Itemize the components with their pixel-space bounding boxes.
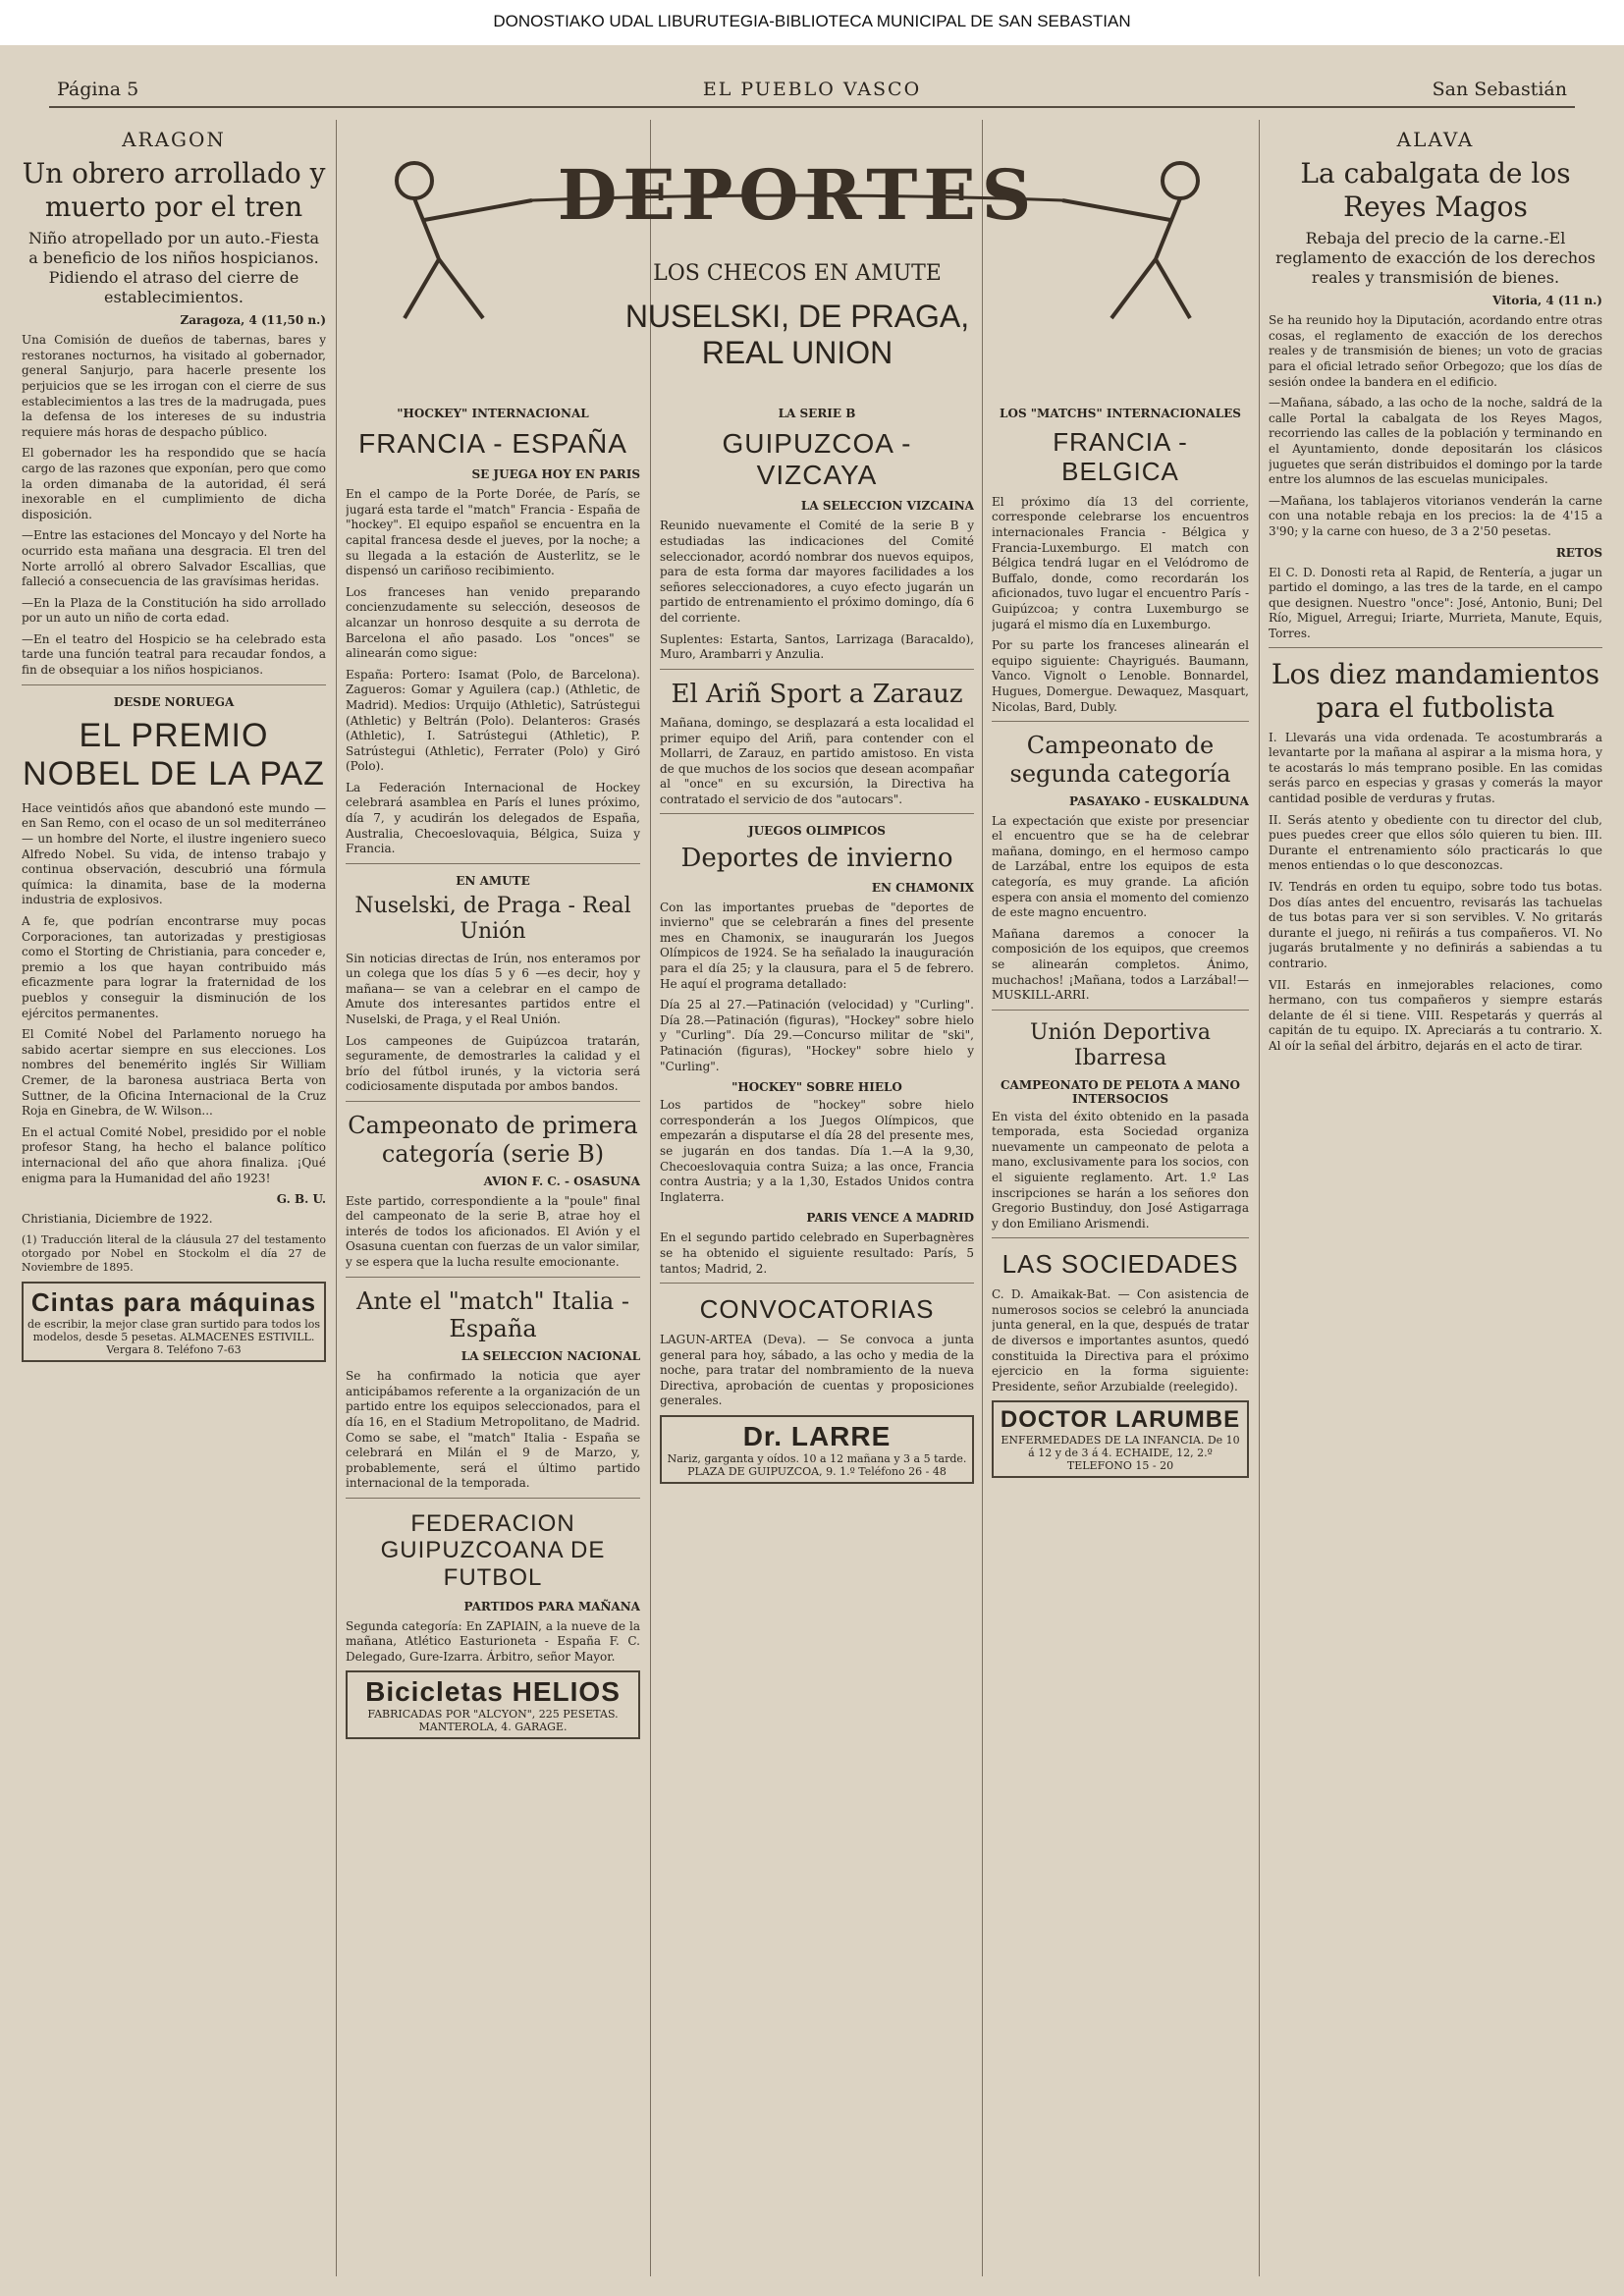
paragraph: —En la Plaza de la Constitución ha sido arrollado por un auto un niño de corta edad. bbox=[22, 595, 326, 626]
headline: FRANCIA - BELGICA bbox=[1053, 427, 1188, 486]
section-kicker: "HOCKEY" SOBRE HIELO bbox=[731, 1080, 902, 1095]
paragraph: La Federación Internacional de Hockey celebrará asamblea en París el lunes próximo, día 7, y acudirán los delegados de España, Australia, Checoeslovaquia, Bélgica, Suiza y Francia. bbox=[346, 780, 640, 856]
paragraph: Mañana, domingo, se desplazará a esta localidad el primer equipo del Ariñ, para contender con el Mollarri, de Zarauz, en partido amistoso. En vista de que muchos de los socios que desean acompañar al "once" en su excursión, la Directiva ha contratado el servicio de dos "autocars". bbox=[660, 715, 974, 806]
paragraph: —Mañana, sábado, a las ocho de la noche, saldrá de la calle Portal la cabalgata de los Reyes Magos, recorriendo las calles de la población y terminando en el Ayuntamiento, donde depositarán los clásicos juguetes que serán distribuidos el domingo por la tarde entre los alumnos de las escuelas municipales. bbox=[1269, 396, 1602, 487]
subhead: EN CHAMONIX bbox=[871, 880, 974, 895]
subhead: CAMPEONATO DE PELOTA A MANO INTERSOCIOS bbox=[1000, 1077, 1240, 1106]
deck: Niño atropellado por un auto.-Fiesta a beneficio de los niños hospicianos. Pidiendo el atraso del cierre de establecimientos. bbox=[27, 229, 320, 307]
subhead: PARIS VENCE A MADRID bbox=[806, 1211, 974, 1226]
paragraph: El gobernador les ha respondido que se hacía cargo de las razones que exponían, pero que como la orden dimanaba de la autoridad, él será inexorable en el cumplimiento de dicha disposición. bbox=[22, 446, 326, 521]
paragraph: El C. D. Donosti reta al Rapid, de Rentería, a jugar un partido el domingo, a las tres de la tarde, en el campo que designen. Nuestro "once": José, Antonio, Buni; Del Río, Miguel, Arregui; Iriarte, Murrieta, Manute, Equis, Torres. bbox=[1269, 565, 1602, 640]
paragraph: Día 25 al 27.—Patinación (velocidad) y "Curling". Día 28.—Patinación (figuras), "Hockey" sobre hielo y "Curling". Día 29.—Concurso militar de "ski", Patinación (figuras), "Hockey" sobre hielo y "Curling". bbox=[660, 998, 974, 1073]
ad-title: DOCTOR LARUMBE bbox=[1000, 1406, 1241, 1434]
column-divider bbox=[336, 120, 337, 2276]
paragraph: La expectación que existe por presenciar el encuentro que se ha de celebrar mañana, domingo, en el hermoso campo de Larzábal, entre los equipos de esta categoría, es muy grande. La afición espera con ansia el momento del comienzo de este magno encuentro. bbox=[992, 813, 1249, 920]
section-kicker: LOS "MATCHS" INTERNACIONALES bbox=[1000, 407, 1241, 420]
ad-text: ENFERMEDADES DE LA INFANCIA. De 10 á 12 y de 3 á 4. ECHAIDE, 12, 2.º TELEFONO 15 - 20 bbox=[1001, 1434, 1240, 1473]
masthead-rule bbox=[49, 106, 1575, 108]
subhead: PASAYAKO - EUSKALDUNA bbox=[1069, 793, 1249, 808]
headline: Nuselski, de Praga - Real Unión bbox=[354, 893, 631, 945]
paragraph: Por su parte los franceses alinearán el equipo siguiente: Chayrigués. Baumann, Vanco. Vignolt o Lenoble. Bonnardel, Hugues, Domergue. Dewaquez, Masquart, Nicolas, Bard, Dubly. bbox=[992, 638, 1249, 714]
place-date: Christiania, Diciembre de 1922. bbox=[22, 1212, 213, 1227]
paragraph: VII. Estarás en inmejorables relaciones, como hermano, con tus compañeros y siempre estarás delante de él si tiene. VIII. Respetarás y querrás al capitán de tu equipo. IX. Apreciarás a tu contrario. X. Al oír la señal del árbitro, dejarás en el acto de tirar. bbox=[1269, 977, 1602, 1053]
paragraph: A fe, que podrían encontrarse muy pocas Corporaciones, tan autorizadas y prestigiosas como el Storting de Christiania, para conceder e, premio a los que hayan contribuido más eficazmente para lograr la fraternidad de los pueblos y conseguir la disminución de los ejércitos permanentes. bbox=[22, 914, 326, 1020]
section-kicker: ARAGON bbox=[122, 128, 226, 151]
deportes-logo: DEPORTES bbox=[557, 154, 1038, 236]
dateline: Vitoria, 4 (11 n.) bbox=[1492, 294, 1602, 308]
column-serie-b bbox=[660, 401, 974, 2284]
section-kicker: DESDE NORUEGA bbox=[113, 694, 235, 709]
paragraph: I. Llevarás una vida ordenada. Te acostumbrarás a levantarte por la mañana al aspirar a la misma hora, y te acostarás lo más temprano posible. En las comidas serás parco en especias y grasas y comerás la mayor cantidad posible de verduras y frutas. bbox=[1269, 730, 1602, 806]
headline: FRANCIA - ESPAÑA bbox=[358, 428, 627, 459]
paragraph: Los campeones de Guipúzcoa tratarán, seguramente, de demostrarles la calidad y el brío del fútbol irunés, y la victoria será codiciosamente disputada por ambos bandos. bbox=[346, 1033, 640, 1094]
paragraph: En el campo de la Porte Dorée, de París, se jugará esta tarde el "match" Francia - España de "hockey". El equipo español se encuentra en la capital francesa desde el jueves, por la noche; a su llegada a la estación de Austerlitz, se le dispensó un cariñoso recibimiento. bbox=[346, 487, 640, 578]
paper-title: EL PUEBLO VASCO bbox=[702, 79, 922, 100]
paragraph: Segunda categoría: En ZAPIAIN, a la nueve de la mañana, Atlético Easturioneta - España F. C. Delegado, Gure-Izarra. Árbitro, señor Mayor. bbox=[346, 1618, 640, 1664]
headline: Ante el "match" Italia - España bbox=[356, 1286, 629, 1343]
subhead: LA SELECCION NACIONAL bbox=[460, 1349, 640, 1364]
paragraph: El próximo día 13 del corriente, corresponde celebrarse los encuentros internacionales Francia - Bélgica y Francia-Luxemburgo. El match con Bélgica tendrá lugar en el Velódromo de Buffalo, donde, como recordarán los aficionados, tuvo lugar el encuentro París - Guipúzcoa; y contra Luxemburgo se jugará el mismo día en Luxemburgo. bbox=[992, 494, 1249, 631]
paragraph: Los partidos de "hockey" sobre hielo corresponderán a los Juegos Olímpicos, que empezarán a disputarse el día 28 del presente mes, se jugarán en dos tandas. Día 1.—A la 9,30, Checoeslovaquia contra Suiza; a las once, Francia contra Austria; y a la 1,30, Estados Unidos contra Inglaterra. bbox=[660, 1098, 974, 1204]
advertisement bbox=[346, 1670, 640, 1739]
paragraph: —Entre las estaciones del Moncayo y del Norte ha ocurrido esta mañana una desgracia. El tren del Norte arrolló al obrero Salvador Escallias, que falleció a consecuencia de las gravísimas heridas. bbox=[22, 528, 326, 589]
page-number: Página 5 bbox=[57, 79, 139, 100]
sports-banner bbox=[346, 122, 1249, 397]
section-kicker: EN AMUTE bbox=[456, 873, 530, 888]
paragraph: Mañana daremos a conocer la composición de los equipos, que creemos se alinearán completos. Ánimo, muchachos! ¡Mañana, todos a Larzábal!—MUSKILL-ARRI. bbox=[992, 926, 1249, 1003]
column-aragon bbox=[22, 120, 326, 2284]
column-divider bbox=[982, 120, 983, 2276]
column-alava bbox=[1269, 120, 1602, 2284]
ad-text: FABRICADAS POR "ALCYON", 225 PESETAS. MANTEROLA, 4. GARAGE. bbox=[367, 1708, 619, 1734]
paragraph: II. Serás atento y obediente con tu director del club, pues puedes creer que ellos sólo quieren tu bien. III. Durante el entrenamiento sólo practicarás lo que menos entiendas o lo que desconozcas. bbox=[1269, 812, 1602, 873]
ad-title: Bicicletas HELIOS bbox=[365, 1676, 621, 1708]
footnote: (1) Traducción literal de la cláusula 27 del testamento otorgado por Nobel en Stockolm el día 27 de Noviembre de 1895. bbox=[22, 1232, 326, 1275]
paragraph: España: Portero: Isamat (Polo, de Barcelona). Zagueros: Gomar y Aguilera (cap.) (Athletic, de Madrid). Medios: Urquijo (Athletic), Satrústegui (Athletic) y Beltrán (Polo). Delanteros: Grasés (Athletic), I. Satrústegui (Athletic), P. Satrústegui (Athletic), Ferrater (Polo) y Giró (Polo). bbox=[346, 667, 640, 774]
subhead: AVION F. C. - OSASUNA bbox=[483, 1174, 640, 1188]
headline: La cabalgata de los Reyes Magos bbox=[1300, 157, 1571, 223]
paragraph: Una Comisión de dueños de tabernas, bares y restoranes nocturnos, ha visitado al gobernador, general Sanjurjo, para hacerle presente los perjuicios que se les irrogan con el cierre de sus establecimientos a las tres de la madrugada, pues la defensa de los intereses de su industria requiere más horas de despacho público. bbox=[22, 333, 326, 439]
ad-text: de escribir, la mejor clase gran surtido para todos los modelos, desde 5 pesetas. ALMACENES ESTIVILL. Vergara 8. Teléfono 7-63 bbox=[27, 1317, 321, 1356]
headline: LAS SOCIEDADES bbox=[1001, 1249, 1239, 1280]
archive-header: DONOSTIAKO UDAL LIBURUTEGIA-BIBLIOTECA MUNICIPAL DE SAN SEBASTIAN bbox=[0, 0, 1624, 43]
subhead: LA SELECCION VIZCAINA bbox=[800, 499, 974, 514]
dateline: Zaragoza, 4 (11,50 n.) bbox=[180, 313, 326, 328]
paragraph: —En el teatro del Hospicio se ha celebrado esta tarde una función teatral para recaudar fondos, a fin de obsequiar a los niños hospicianos. bbox=[22, 631, 326, 678]
paragraph: Este partido, correspondiente a la "poule" final del campeonato de la serie B, atrae hoy el interés de todos los aficionados. El Avión y el Osasuna cuentan con fuerzas de un valor similar, y se espera que la lucha resulte emocionante. bbox=[346, 1193, 640, 1269]
paragraph: Se ha reunido hoy la Diputación, acordando entre otras cosas, el reglamento de exacción de los derechos reales y de transmisión de bienes; un voto de gracias para el oficial letrado señor Orbegozo; que los días de sesión ondee la bandera en el edificio. bbox=[1269, 313, 1602, 389]
advertisement bbox=[660, 1415, 974, 1484]
ad-title: Dr. LARRE bbox=[742, 1420, 892, 1451]
ad-title: Cintas para máquinas bbox=[30, 1286, 317, 1317]
headline: Deportes de invierno bbox=[680, 844, 953, 874]
city-name: San Sebastián bbox=[1432, 79, 1567, 100]
headline: CONVOCATORIAS bbox=[699, 1294, 935, 1325]
paragraph: Se ha confirmado la noticia que ayer anticipábamos referente a la organización de un partido entre los equipos seleccionados, para el día 16, en el Stadium Metropolitano, de Madrid. Como se sabe, el "match" Italia - España se celebrará en Milán el 9 de Marzo, y, probablemente, será el último partido internacional de la temporada. bbox=[346, 1369, 640, 1491]
paragraph: En vista del éxito obtenido en la pasada temporada, esta Sociedad organiza nuevamente un campeonato de pelota a mano, exclusivamente para los socios, con el siguiente reglamento. Art. 1.º Las inscripciones se harán a los señores don Gregorio Bustinduy, don José Astigarraga y don Emiliano Arismendi. bbox=[992, 1109, 1249, 1230]
column-divider bbox=[1259, 120, 1260, 2276]
ad-text: Nariz, garganta y oídos. 10 a 12 mañana y 3 a 5 tarde. PLAZA DE GUIPUZCOA, 9. 1.º Teléfono 26 - 48 bbox=[667, 1451, 967, 1478]
paragraph: Hace veintidós años que abandonó este mundo —en San Remo, con el ocaso de un sol mediterráneo— un hombre del Norte, el ilustre ingeniero sueco Alfredo Nobel. Su vida, de intenso trabajo y continua observación, descubrió una fórmula química: la dinamita, base de la moderna industria de explosivos. bbox=[22, 800, 326, 907]
headline: FEDERACION GUIPUZCOANA DE FUTBOL bbox=[380, 1509, 606, 1592]
headline: El Ariñ Sport a Zarauz bbox=[671, 679, 963, 709]
headline: Un obrero arrollado y muerto por el tren bbox=[22, 157, 326, 223]
newspaper-page bbox=[0, 45, 1624, 2296]
paragraph: Suplentes: Estarta, Santos, Larrizaga (Baracaldo), Muro, Arambarri y Anzulia. bbox=[660, 631, 974, 662]
headline: Campeonato de primera categoría (serie B) bbox=[348, 1111, 638, 1168]
headline: GUIPUZCOA - VIZCAYA bbox=[722, 428, 912, 491]
section-kicker: ALAVA bbox=[1396, 128, 1475, 151]
column-divider bbox=[650, 120, 651, 2276]
headline: Los diez mandamientos para el futbolista bbox=[1271, 658, 1600, 725]
paragraph: C. D. Amaikak-Bat. — Con asistencia de numerosos socios se celebró la anunciada junta general, en la que, después de tratar de diversos e importantes asuntos, quedó constituida la Directiva para el próximo ejercicio en la forma siguiente: Presidente, señor Arzubialde (reelegido). bbox=[992, 1287, 1249, 1394]
headline: EL PREMIO NOBEL DE LA PAZ bbox=[23, 716, 325, 793]
section-kicker: JUEGOS OLIMPICOS bbox=[748, 824, 886, 839]
column-francia-belgica bbox=[992, 401, 1249, 2284]
paragraph: Con las importantes pruebas de "deportes de invierno" que se celebrarán a fines del presente mes en Chamonix, se inaugurarán los Juegos Olímpicos de 1924. Se ha señalado la inauguración para el día 25; y la clausura, para el 5 de febrero. He aquí el programa detallado: bbox=[660, 900, 974, 991]
paragraph: LAGUN-ARTEA (Deva). — Se convoca a junta general para hoy, sábado, a las ocho y media de la noche, para tratar del nombramiento de la nueva Directiva, aprobación de cuentas y proposiciones generales. bbox=[660, 1333, 974, 1408]
section-kicker: "HOCKEY" INTERNACIONAL bbox=[397, 407, 589, 420]
paragraph: —Mañana, los tablajeros vitorianos venderán la carne con una notable rebaja en los precios: la de 4'15 a 3'90; y la carne con hueso, de 3 a 2'50 pesetas. bbox=[1269, 493, 1602, 538]
subhead: PARTIDOS PARA MAÑANA bbox=[463, 1599, 640, 1613]
headline: Unión Deportiva Ibarresa bbox=[1029, 1019, 1212, 1071]
paragraph: En el actual Comité Nobel, presidido por el noble profesor Stang, ha hecho el balance político internacional del año que ahora finaliza. ¡Qué enigma para la Humanidad del año 1923! bbox=[22, 1124, 326, 1185]
deck: Rebaja del precio de la carne.-El reglamento de exacción de los derechos reales y transmisión de bienes. bbox=[1275, 229, 1596, 288]
advertisement bbox=[992, 1400, 1249, 1478]
column-hockey bbox=[346, 401, 640, 2284]
banner-headline: NUSELSKI, DE PRAGA, REAL UNION bbox=[624, 299, 970, 370]
signature: G. B. U. bbox=[276, 1192, 326, 1207]
paragraph: El Comité Nobel del Parlamento noruego ha sabido acertar siempre en sus elecciones. Los nombres del benemérito inglés Sir William Cremer, de la baronesa austriaca Berta von Suttner, de la Oficina Internacional de la Cruz Roja en Ginebra, de W. Wilson... bbox=[22, 1027, 326, 1119]
subhead: SE JUEGA HOY EN PARIS bbox=[471, 467, 640, 482]
headline: Campeonato de segunda categoría bbox=[1009, 732, 1231, 788]
paragraph: Sin noticias directas de Irún, nos enteramos por un colega que los días 5 y 6 —es decir, hoy y mañana— se van a celebrar en el campo de Amute dos interesantes partidos entre el Nuselski, de Praga, y el Real Unión. bbox=[346, 951, 640, 1026]
banner-subtitle: LOS CHECOS EN AMUTE bbox=[653, 261, 942, 286]
paragraph: En el segundo partido celebrado en Superbagnères se ha obtenido el siguiente resultado: París, 5 tantos; Madrid, 2. bbox=[660, 1230, 974, 1276]
section-kicker: RETOS bbox=[1555, 545, 1602, 560]
section-kicker: LA SERIE B bbox=[778, 407, 856, 420]
advertisement bbox=[22, 1282, 326, 1362]
paragraph: Reunido nuevamente el Comité de la serie B y estudiadas las indicaciones del Comité seleccionador, acordó nombrar dos nuevos equipos, para de esta forma dar mayores facilidades a los señores seleccionadores, a cuyo efecto jugarán un partido de entrenamiento el próximo domingo, día 6 del corriente. bbox=[660, 519, 974, 625]
paragraph: Los franceses han venido preparando concienzudamente su selección, deseosos de alcanzar un honroso desquite a su derrota de Barcelona el año pasado. Los "onces" se alinearán como sigue: bbox=[346, 584, 640, 661]
paragraph: IV. Tendrás en orden tu equipo, sobre todo tus botas. Dos días antes del encuentro, revisarás las tachuelas de tus botas para ver si son servibles. V. No gritarás durante el juego, ni reñirás a tus compañeros. VI. No jugarás brutalmente y no definirás a sabiendas a tu contrario. bbox=[1269, 880, 1602, 970]
